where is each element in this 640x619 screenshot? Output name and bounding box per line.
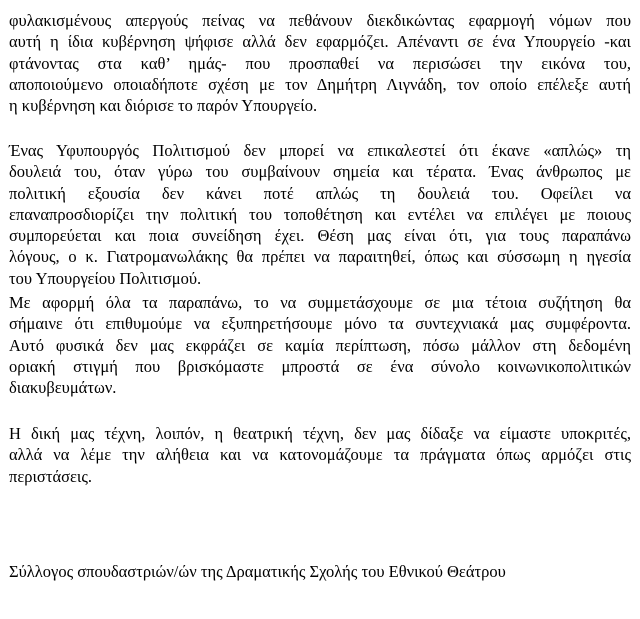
- paragraph-line: δουλειά του, όταν γύρω του συμβαίνουν σημεία και τέρατα. Ένας άνθρωπος με: [9, 162, 631, 182]
- paragraph-line: Η δική μας τέχνη, λοιπόν, η θεατρική τέχνη, δεν μας δίδαξε να είμαστε υποκριτές,: [9, 424, 631, 443]
- paragraph-line: συμπορεύεται και ποια συνείδηση έχει. Θέση μας είναι ότι, για τους παραπάνω: [9, 226, 631, 246]
- paragraph-line: Ένας Υφυπουργός Πολιτισμού δεν μπορεί να επικαλεστεί ότι έκανε «απλώς» τη: [9, 141, 631, 160]
- paragraph-4: [9, 423, 631, 487]
- paragraph-line: Αυτό φυσικά δεν μας εκφράζει σε καμία περίπτωση, πόσω μάλλον στη δεδομένη: [9, 335, 631, 355]
- paragraph-line: του Υπουργείου Πολιτισμού.: [9, 268, 202, 288]
- paragraph-line: επαναπροσδιορίζει την πολιτική του τοποθέτηση και εντέλει να επιλέγει με ποιους: [9, 204, 631, 224]
- paragraph-line: σήμαινε ότι επιθυμούμε να εξυπηρετήσουμε μόνο τα συντεχνιακά μας συμφέροντα.: [9, 314, 631, 334]
- paragraph-line: Με αφορμή όλα τα παραπάνω, το να συμμετάσχουμε σε μια τέτοια συζήτηση θα: [9, 293, 631, 312]
- signature-line: Σύλλογος σπουδαστριών/ών της Δραματικής Σχολής του Εθνικού Θεάτρου: [9, 562, 506, 581]
- paragraph-line: πολιτική εξουσία δεν κάνει ποτέ απλώς τη δουλειά του. Οφείλει να: [9, 183, 631, 203]
- paragraph-1: [9, 10, 631, 116]
- paragraph-2: [9, 140, 631, 289]
- signature: [9, 561, 631, 582]
- paragraph-line: αλλά να λέμε την αλήθεια και να κατονομάζουμε τα πράγματα όπως αρμόζει στις: [9, 445, 631, 465]
- paragraph-line: φυλακισμένους απεργούς πείνας να πεθάνουν διεκδικώντας εφαρμογή νόμων που: [9, 11, 631, 30]
- paragraph-line: αποποιούμενο οποιαδήποτε σχέση με τον Δημήτρη Λιγνάδη, τον οποίο επέλεξε αυτή: [9, 74, 631, 94]
- paragraph-line: φτάνοντας στα καθ’ ημάς- που προσπαθεί να περισώσει την εικόνα του,: [9, 53, 631, 73]
- paragraph-line: διακυβευμάτων.: [9, 378, 117, 398]
- paragraph-line: περιστάσεις.: [9, 466, 93, 486]
- paragraph-line: λόγους, ο κ. Γιατρομανωλάκης θα πρέπει να παραιτηθεί, όπως και σύσσωμη η ηγεσία: [9, 247, 631, 267]
- paragraph-3: [9, 292, 631, 398]
- paragraph-line: αυτή η ίδια κυβέρνηση ψήφισε αλλά δεν εφαρμόζει. Απέναντι σε ένα Υπουργείο -και: [9, 32, 631, 52]
- paragraph-line: η κυβέρνηση και διόρισε το παρόν Υπουργείο.: [9, 96, 318, 116]
- paragraph-line: οριακή στιγμή που βρισκόμαστε μπροστά σε ένα σύνολο κοινωνικοπολιτικών: [9, 356, 631, 376]
